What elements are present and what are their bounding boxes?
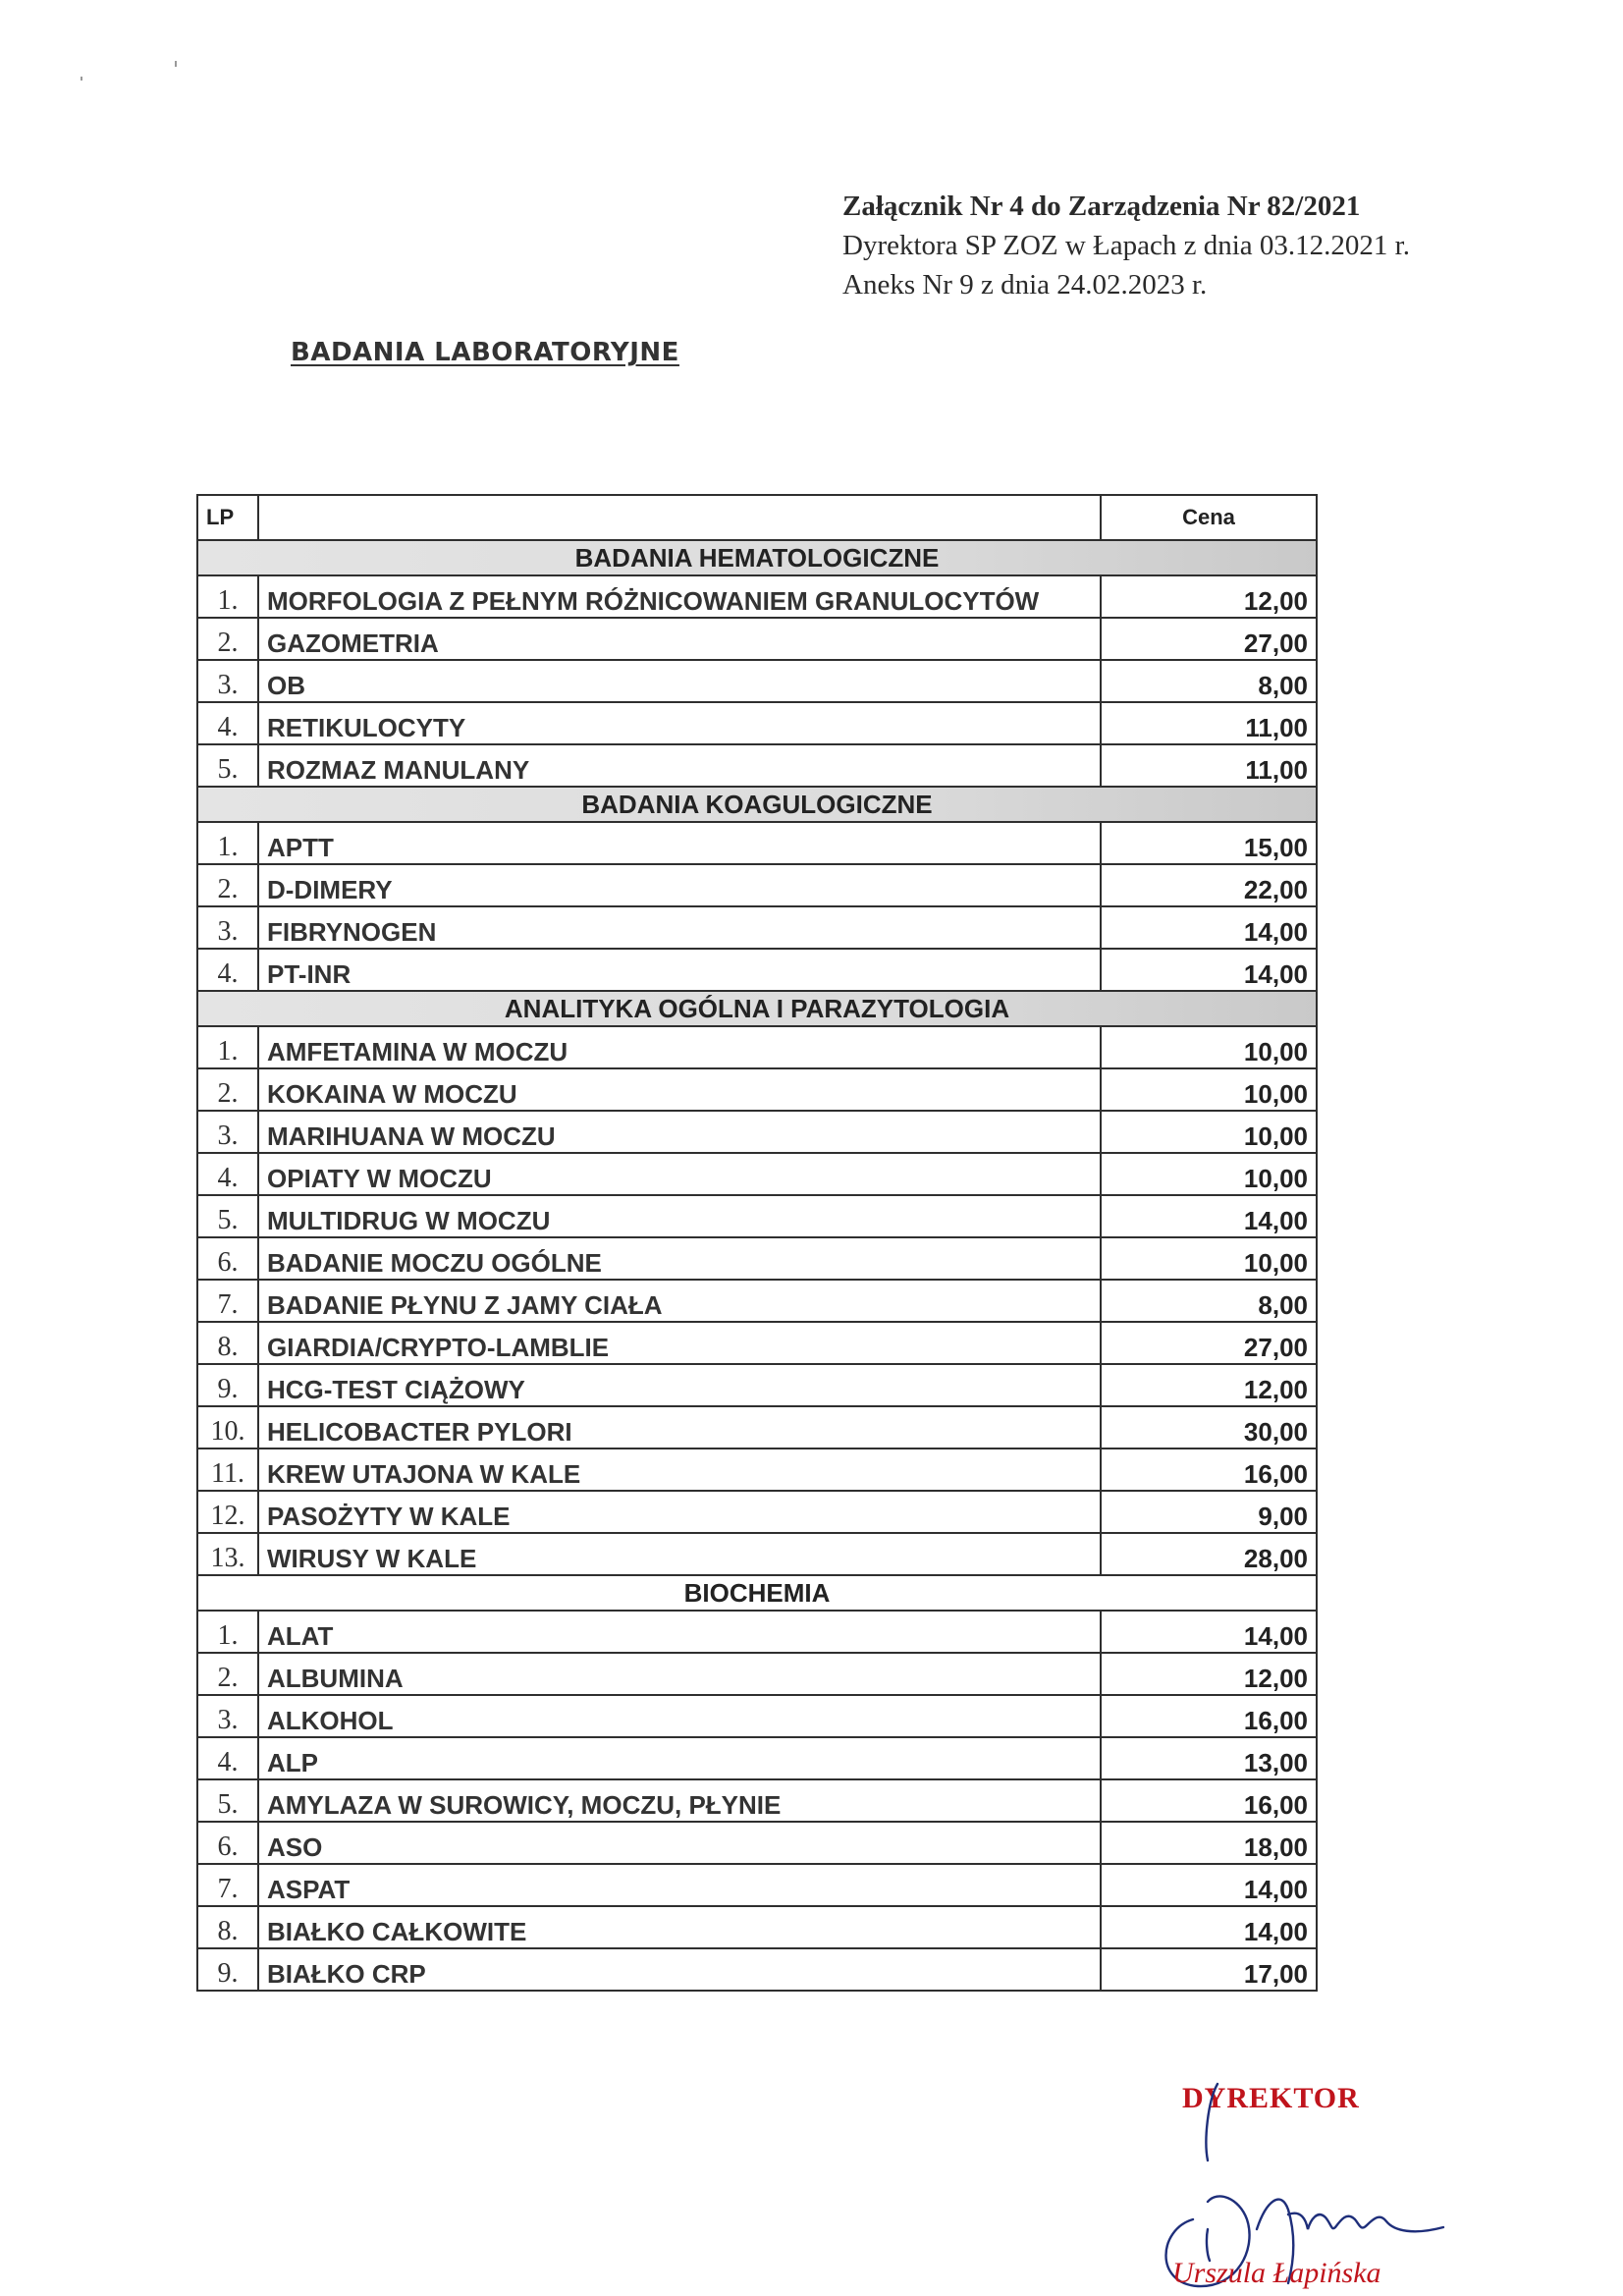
table-row xyxy=(197,1491,1317,1533)
row-number: 9. xyxy=(197,1948,258,1991)
row-number: 1. xyxy=(197,822,258,864)
test-price: 9,00 xyxy=(1101,1491,1317,1533)
row-number: 4. xyxy=(197,1737,258,1779)
test-price: 12,00 xyxy=(1101,1653,1317,1695)
test-name: MORFOLOGIA Z PEŁNYM RÓŻNICOWANIEM GRANULOCYTÓW xyxy=(258,575,1101,618)
table-row xyxy=(197,1695,1317,1737)
table-row xyxy=(197,660,1317,702)
test-name: MULTIDRUG W MOCZU xyxy=(258,1195,1101,1237)
column-header-price: Cena xyxy=(1101,495,1317,540)
row-number: 3. xyxy=(197,1111,258,1153)
test-name: KOKAINA W MOCZU xyxy=(258,1068,1101,1111)
test-name: AMYLAZA W SUROWICY, MOCZU, PŁYNIE xyxy=(258,1779,1101,1822)
row-number: 11. xyxy=(197,1449,258,1491)
row-number: 8. xyxy=(197,1322,258,1364)
test-name: FIBRYNOGEN xyxy=(258,906,1101,949)
row-number: 10. xyxy=(197,1406,258,1449)
table-row xyxy=(197,1068,1317,1111)
table-row xyxy=(197,864,1317,906)
row-number: 8. xyxy=(197,1906,258,1948)
test-name: ASPAT xyxy=(258,1864,1101,1906)
row-number: 12. xyxy=(197,1491,258,1533)
table-row xyxy=(197,1948,1317,1991)
row-number: 4. xyxy=(197,949,258,991)
test-price: 13,00 xyxy=(1101,1737,1317,1779)
row-number: 1. xyxy=(197,1611,258,1653)
test-name: GIARDIA/CRYPTO-LAMBLIE xyxy=(258,1322,1101,1364)
document-header xyxy=(842,187,1410,304)
test-name: BIAŁKO CAŁKOWITE xyxy=(258,1906,1101,1948)
test-name: ALP xyxy=(258,1737,1101,1779)
test-name: KREW UTAJONA W KALE xyxy=(258,1449,1101,1491)
test-name: ALKOHOL xyxy=(258,1695,1101,1737)
test-name: PASOŻYTY W KALE xyxy=(258,1491,1101,1533)
table-row xyxy=(197,906,1317,949)
test-price: 14,00 xyxy=(1101,1611,1317,1653)
test-price: 12,00 xyxy=(1101,575,1317,618)
table-row xyxy=(197,822,1317,864)
section-header-row xyxy=(197,787,1317,822)
test-name: D-DIMERY xyxy=(258,864,1101,906)
test-price: 11,00 xyxy=(1101,744,1317,787)
table-row xyxy=(197,1111,1317,1153)
row-number: 7. xyxy=(197,1864,258,1906)
test-name: ALAT xyxy=(258,1611,1101,1653)
row-number: 1. xyxy=(197,1026,258,1068)
test-price: 18,00 xyxy=(1101,1822,1317,1864)
test-price: 11,00 xyxy=(1101,702,1317,744)
row-number: 5. xyxy=(197,1779,258,1822)
row-number: 5. xyxy=(197,1195,258,1237)
test-price: 14,00 xyxy=(1101,1906,1317,1948)
section-title: BIOCHEMIA xyxy=(197,1575,1317,1611)
row-number: 6. xyxy=(197,1237,258,1280)
test-price: 30,00 xyxy=(1101,1406,1317,1449)
test-price: 15,00 xyxy=(1101,822,1317,864)
table-row xyxy=(197,1864,1317,1906)
test-name: BADANIE PŁYNU Z JAMY CIAŁA xyxy=(258,1280,1101,1322)
test-name: ROZMAZ MANULANY xyxy=(258,744,1101,787)
test-name: BADANIE MOCZU OGÓLNE xyxy=(258,1237,1101,1280)
row-number: 2. xyxy=(197,1653,258,1695)
row-number: 2. xyxy=(197,1068,258,1111)
test-price: 10,00 xyxy=(1101,1237,1317,1280)
test-price: 28,00 xyxy=(1101,1533,1317,1575)
row-number: 1. xyxy=(197,575,258,618)
test-price: 22,00 xyxy=(1101,864,1317,906)
test-price: 16,00 xyxy=(1101,1779,1317,1822)
scan-speck xyxy=(175,61,177,67)
table-header-row xyxy=(197,495,1317,540)
price-table xyxy=(196,494,1318,1992)
test-name: OB xyxy=(258,660,1101,702)
test-name: AMFETAMINA W MOCZU xyxy=(258,1026,1101,1068)
price-table-body xyxy=(197,495,1317,1991)
test-price: 14,00 xyxy=(1101,949,1317,991)
test-name: HELICOBACTER PYLORI xyxy=(258,1406,1101,1449)
test-name: ALBUMINA xyxy=(258,1653,1101,1695)
test-price: 8,00 xyxy=(1101,660,1317,702)
table-row xyxy=(197,1322,1317,1364)
scan-speck xyxy=(81,77,82,81)
header-line-amendment: Aneks Nr 9 z dnia 24.02.2023 r. xyxy=(842,269,1208,301)
column-header-lp: LP xyxy=(197,495,258,540)
test-name: RETIKULOCYTY xyxy=(258,702,1101,744)
table-row xyxy=(197,1280,1317,1322)
signature-block xyxy=(1168,2082,1483,2288)
table-row xyxy=(197,618,1317,660)
test-price: 12,00 xyxy=(1101,1364,1317,1406)
test-name: HCG-TEST CIĄŻOWY xyxy=(258,1364,1101,1406)
row-number: 3. xyxy=(197,660,258,702)
test-name: APTT xyxy=(258,822,1101,864)
header-line-annex: Załącznik Nr 4 do Zarządzenia Nr 82/2021 xyxy=(842,191,1361,222)
table-row xyxy=(197,1153,1317,1195)
section-header-row xyxy=(197,991,1317,1026)
row-number: 7. xyxy=(197,1280,258,1322)
table-row xyxy=(197,1906,1317,1948)
row-number: 2. xyxy=(197,864,258,906)
test-price: 10,00 xyxy=(1101,1026,1317,1068)
table-row xyxy=(197,1779,1317,1822)
test-price: 14,00 xyxy=(1101,1864,1317,1906)
test-name: PT-INR xyxy=(258,949,1101,991)
table-row xyxy=(197,1026,1317,1068)
test-name: MARIHUANA W MOCZU xyxy=(258,1111,1101,1153)
table-row xyxy=(197,1237,1317,1280)
test-name: OPIATY W MOCZU xyxy=(258,1153,1101,1195)
table-row xyxy=(197,1822,1317,1864)
row-number: 4. xyxy=(197,702,258,744)
table-row xyxy=(197,949,1317,991)
table-row xyxy=(197,1195,1317,1237)
section-title: BADANIA KOAGULOGICZNE xyxy=(197,787,1317,822)
table-row xyxy=(197,1364,1317,1406)
section-title: ANALITYKA OGÓLNA I PARAZYTOLOGIA xyxy=(197,991,1317,1026)
test-name: GAZOMETRIA xyxy=(258,618,1101,660)
row-number: 3. xyxy=(197,1695,258,1737)
table-row xyxy=(197,744,1317,787)
test-price: 14,00 xyxy=(1101,906,1317,949)
row-number: 3. xyxy=(197,906,258,949)
page-title: BADANIA LABORATORYJNE xyxy=(291,338,679,367)
director-name: Urszula Łapińska xyxy=(1172,2257,1381,2289)
test-price: 14,00 xyxy=(1101,1195,1317,1237)
test-price: 10,00 xyxy=(1101,1153,1317,1195)
director-stamp-title: DYREKTOR xyxy=(1182,2082,1360,2114)
row-number: 4. xyxy=(197,1153,258,1195)
test-price: 10,00 xyxy=(1101,1111,1317,1153)
table-row xyxy=(197,1533,1317,1575)
table-row xyxy=(197,1449,1317,1491)
test-price: 27,00 xyxy=(1101,1322,1317,1364)
header-line-director: Dyrektora SP ZOZ w Łapach z dnia 03.12.2021 r. xyxy=(842,230,1410,261)
test-price: 16,00 xyxy=(1101,1449,1317,1491)
table-row xyxy=(197,575,1317,618)
section-header-row xyxy=(197,540,1317,575)
section-header-row xyxy=(197,1575,1317,1611)
row-number: 13. xyxy=(197,1533,258,1575)
row-number: 5. xyxy=(197,744,258,787)
test-name: WIRUSY W KALE xyxy=(258,1533,1101,1575)
section-title: BADANIA HEMATOLOGICZNE xyxy=(197,540,1317,575)
test-price: 16,00 xyxy=(1101,1695,1317,1737)
test-price: 10,00 xyxy=(1101,1068,1317,1111)
test-price: 27,00 xyxy=(1101,618,1317,660)
row-number: 9. xyxy=(197,1364,258,1406)
column-header-name xyxy=(258,495,1101,540)
test-name: ASO xyxy=(258,1822,1101,1864)
table-row xyxy=(197,1406,1317,1449)
row-number: 6. xyxy=(197,1822,258,1864)
row-number: 2. xyxy=(197,618,258,660)
table-row xyxy=(197,1653,1317,1695)
test-price: 17,00 xyxy=(1101,1948,1317,1991)
test-price: 8,00 xyxy=(1101,1280,1317,1322)
table-row xyxy=(197,1737,1317,1779)
table-row xyxy=(197,1611,1317,1653)
test-name: BIAŁKO CRP xyxy=(258,1948,1101,1991)
table-row xyxy=(197,702,1317,744)
